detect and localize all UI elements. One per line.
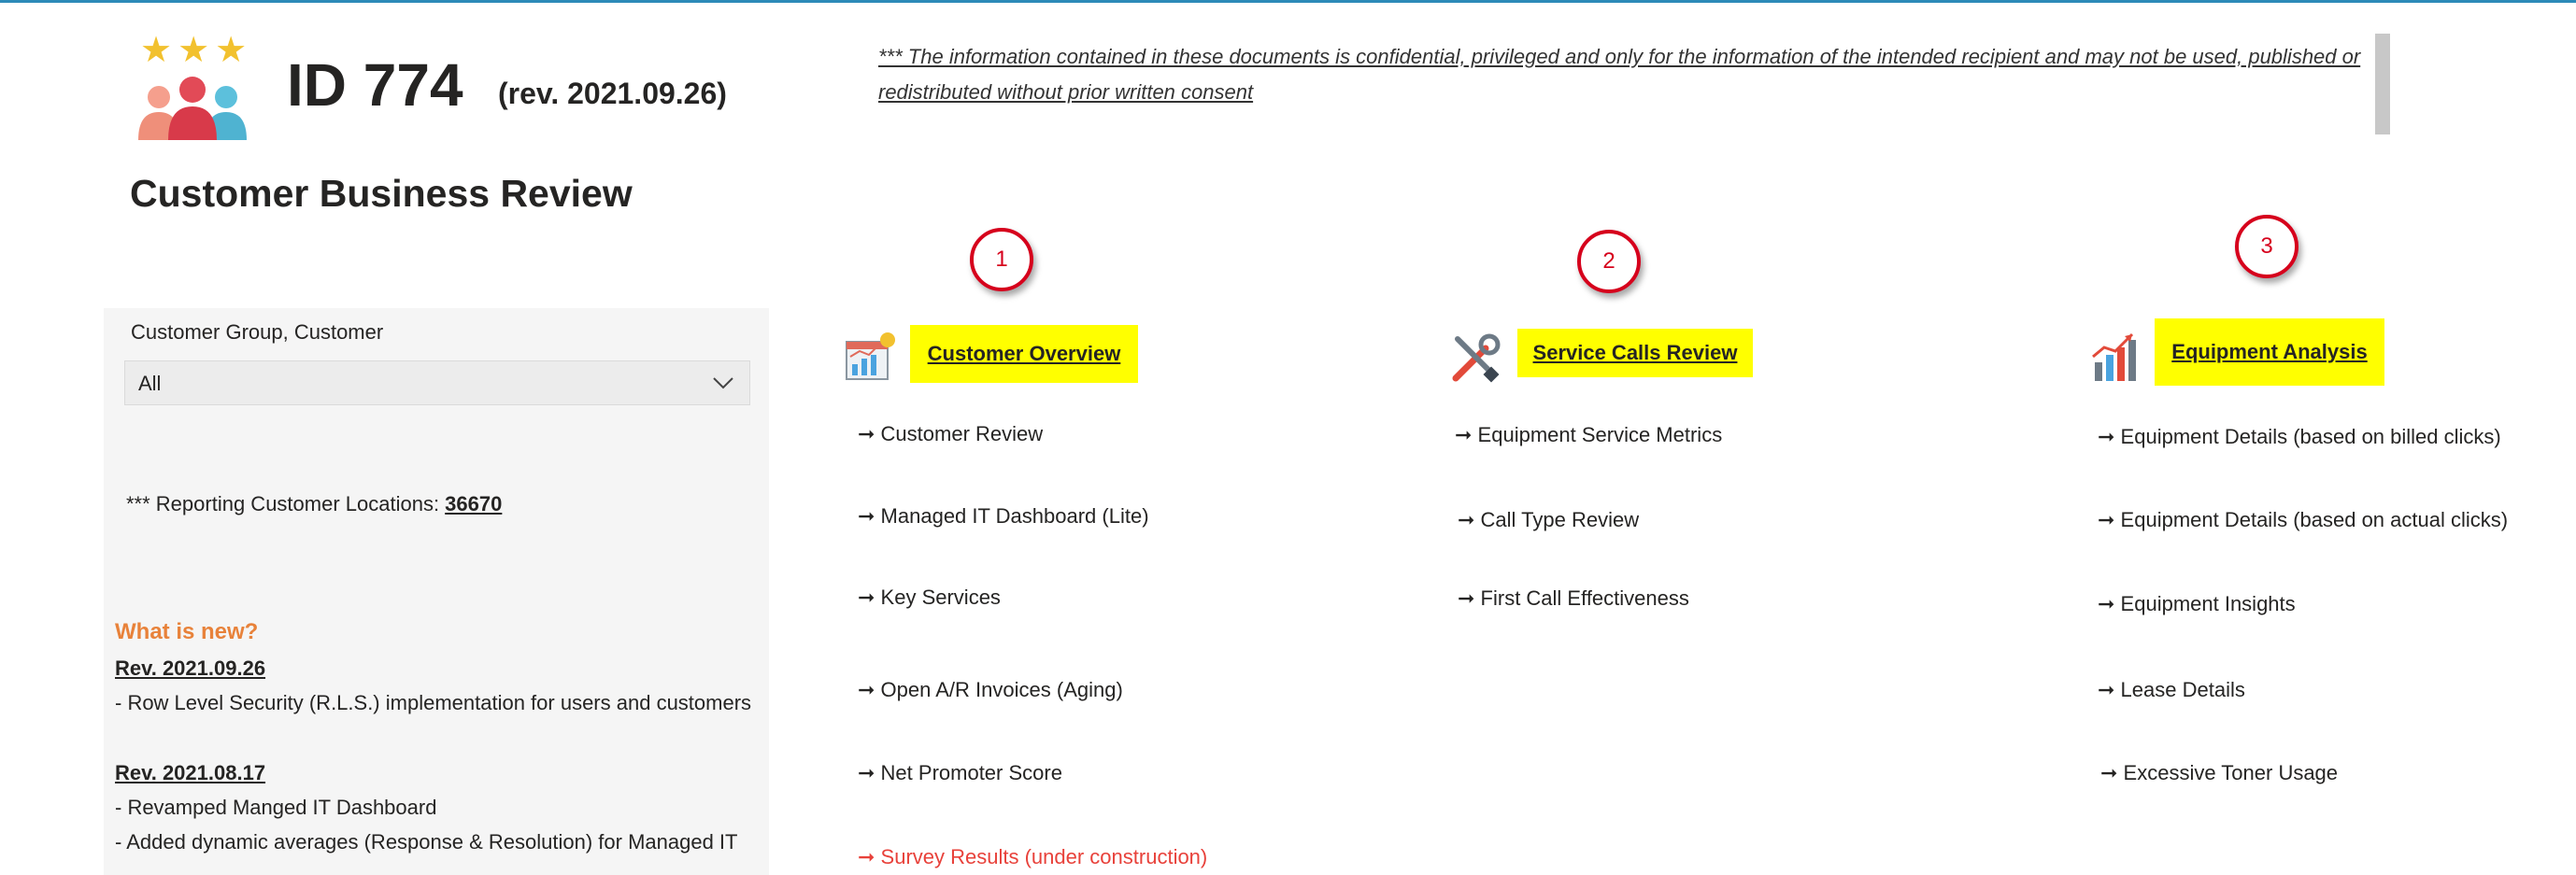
customer-filter-label: Customer Group, Customer bbox=[131, 320, 384, 344]
star-icon: ★ bbox=[178, 29, 210, 70]
nav-link-equipment-insights[interactable]: ➞ Equipment Insights bbox=[2098, 592, 2296, 615]
customer-overview-button[interactable]: Customer Overview bbox=[910, 325, 1138, 383]
rating-stars bbox=[140, 29, 248, 70]
chart-calendar-icon bbox=[843, 329, 897, 383]
chevron-down-icon bbox=[710, 370, 736, 396]
customer-locations bbox=[126, 492, 502, 516]
whats-new-heading: What is new? bbox=[115, 619, 259, 644]
release-note: - Added dynamic averages (Response & Resolution) for Managed IT bbox=[115, 830, 738, 854]
nav-link-lease-details[interactable]: ➞ Lease Details bbox=[2098, 678, 2245, 701]
report-revision: (rev. 2021.09.26) bbox=[498, 77, 727, 110]
release-note: - Revamped Manged IT Dashboard bbox=[115, 796, 437, 819]
nav-link-equipment-service-metrics[interactable]: ➞ Equipment Service Metrics bbox=[1455, 423, 1723, 446]
nav-link-excessive-toner-usage[interactable]: ➞ Excessive Toner Usage bbox=[2100, 761, 2339, 784]
nav-link-equipment-details-actual[interactable]: ➞ Equipment Details (based on actual clicks) bbox=[2098, 508, 2509, 531]
nav-link-call-type-review[interactable]: ➞ Call Type Review bbox=[1458, 508, 1640, 531]
people-group-icon bbox=[136, 69, 249, 140]
customer-filter-dropdown[interactable] bbox=[124, 360, 750, 405]
page-title: Customer Business Review bbox=[130, 172, 633, 215]
confidentiality-disclaimer: *** The information contained in these documents is confidential, privileged and only for the information of the intended recipient and may not be used, published or redistributed without prior written consent bbox=[878, 45, 2361, 104]
section-number-badge: 1 bbox=[970, 228, 1033, 291]
star-icon: ★ bbox=[215, 29, 248, 70]
nav-link-customer-review[interactable]: ➞ Customer Review bbox=[858, 422, 1044, 445]
bar-chart-icon bbox=[2089, 331, 2143, 385]
customer-filter-value: All bbox=[138, 372, 162, 395]
top-border bbox=[0, 0, 2576, 3]
star-icon: ★ bbox=[140, 29, 173, 70]
nav-link-survey-results[interactable]: ➞ Survey Results (under construction) bbox=[858, 845, 1208, 868]
service-calls-review-button[interactable]: Service Calls Review bbox=[1517, 329, 1753, 377]
tools-icon bbox=[1448, 332, 1502, 386]
section-number-badge: 2 bbox=[1577, 230, 1641, 293]
nav-link-key-services[interactable]: ➞ Key Services bbox=[858, 586, 1001, 609]
nav-link-net-promoter-score[interactable]: ➞ Net Promoter Score bbox=[858, 761, 1062, 784]
customer-locations-label: *** Reporting Customer Locations: bbox=[126, 492, 446, 515]
customer-locations-count: 36670 bbox=[445, 492, 503, 515]
release-version: Rev. 2021.09.26 bbox=[115, 656, 266, 680]
nav-link-equipment-details-billed[interactable]: ➞ Equipment Details (based on billed clicks) bbox=[2098, 425, 2501, 448]
report-id: ID 774 bbox=[287, 51, 463, 119]
section-number-badge: 3 bbox=[2235, 215, 2298, 278]
equipment-analysis-button[interactable]: Equipment Analysis bbox=[2155, 318, 2384, 386]
nav-link-managed-it-dashboard[interactable]: ➞ Managed IT Dashboard (Lite) bbox=[858, 504, 1149, 528]
release-note: - Row Level Security (R.L.S.) implementation for users and customers bbox=[115, 691, 752, 714]
nav-link-first-call-effectiveness[interactable]: ➞ First Call Effectiveness bbox=[1458, 586, 1689, 610]
nav-link-open-ar-invoices[interactable]: ➞ Open A/R Invoices (Aging) bbox=[858, 678, 1123, 701]
release-version: Rev. 2021.08.17 bbox=[115, 761, 266, 784]
disclaimer-scrollbar[interactable] bbox=[2375, 34, 2390, 134]
